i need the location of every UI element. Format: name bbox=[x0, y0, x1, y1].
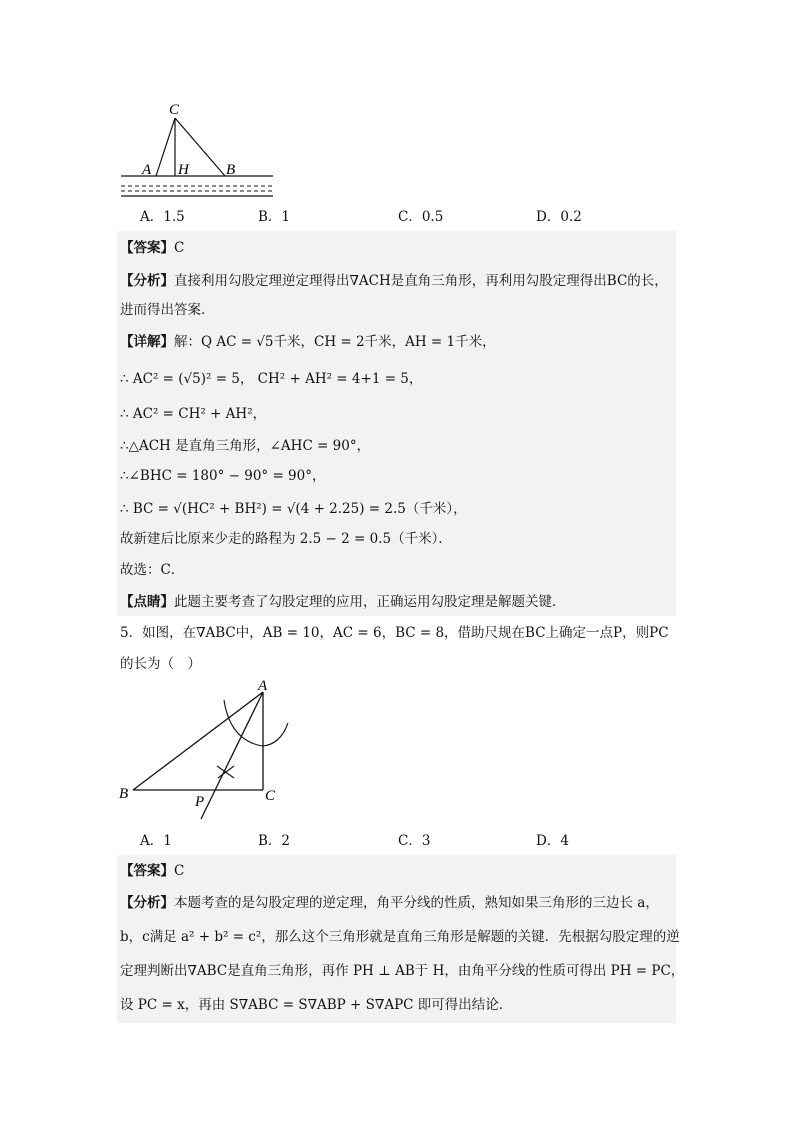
analysis-tag: 【分析】 bbox=[120, 895, 174, 911]
answer-tag: 【答案】 bbox=[120, 863, 174, 879]
q4-detail-line-7: 故新建后比原来少走的路程为 2.5 − 2 = 0.5（千米）． bbox=[120, 531, 452, 547]
q4-option-d[interactable]: D．0.2 bbox=[536, 209, 582, 225]
label-h: H bbox=[178, 162, 189, 178]
q4-detail-line-5: ∴∠BHC = 180° − 90° = 90°， bbox=[120, 468, 326, 484]
label-a: A bbox=[142, 162, 152, 178]
q4-option-a[interactable]: A．1.5 bbox=[140, 209, 185, 225]
q5-option-b[interactable]: B．2 bbox=[258, 833, 291, 849]
label-b: B bbox=[226, 162, 236, 178]
q4-analysis-line-2: 进而得出答案． bbox=[120, 302, 215, 318]
label-p: P bbox=[195, 794, 205, 810]
q5-stem-line-2: 的长为（ ） bbox=[120, 656, 201, 672]
detail-text: 解：Q AC = √5千米，CH = 2千米，AH = 1千米， bbox=[174, 334, 496, 350]
q5-option-c[interactable]: C．3 bbox=[398, 833, 431, 849]
q5-analysis-line-1 bbox=[120, 894, 659, 912]
figure-road-triangle bbox=[115, 98, 275, 200]
label-b: B bbox=[119, 786, 129, 802]
analysis-tag: 【分析】 bbox=[120, 273, 174, 289]
q4-comment-line bbox=[120, 593, 566, 611]
analysis-text: 本题考查的是勾股定理的逆定理，角平分线的性质，熟知如果三角形的三边长 a， bbox=[174, 895, 659, 911]
detail-tag: 【详解】 bbox=[120, 334, 174, 350]
q4-detail-line-8: 故选：C． bbox=[120, 562, 185, 578]
q4-detail-line-6: ∴ BC = √(HC² + BH²) = √(4 + 2.25) = 2.5（千米）， bbox=[120, 501, 467, 517]
q4-analysis-line-1 bbox=[120, 272, 668, 290]
q4-detail-line-1 bbox=[120, 333, 496, 351]
q4-option-b[interactable]: B．1 bbox=[258, 209, 291, 225]
segment-ca bbox=[156, 118, 175, 176]
q4-detail-line-2: ∴ AC² = (√5)² = 5， CH² + AH² = 4+1 = 5， bbox=[120, 371, 423, 387]
q5-stem-line-1: 5．如图，在∇ABC中，AB = 10，AC = 6，BC = 8，借助尺规在BC上确定一点P，则PC bbox=[120, 625, 669, 641]
q5-option-a[interactable]: A．1 bbox=[140, 833, 172, 849]
q5-answer-line bbox=[120, 862, 184, 880]
q4-detail-line-4: ∴△ACH 是直角三角形，∠AHC = 90°， bbox=[120, 438, 371, 454]
q5-analysis-line-4: 设 PC = x，再由 S∇ABC = S∇ABP + S∇APC 即可得出结论． bbox=[120, 997, 513, 1013]
comment-text: 此题主要考查了勾股定理的应用，正确运用勾股定理是解题关键． bbox=[174, 594, 566, 610]
q5-option-d[interactable]: D．4 bbox=[536, 833, 569, 849]
q5-analysis-line-3: 定理判断出∇ABC是直角三角形，再作 PH ⊥ AB于 H，由角平分线的性质可得出 PH = PC， bbox=[120, 963, 685, 979]
answer-tag: 【答案】 bbox=[120, 240, 174, 256]
angle-bisector bbox=[201, 692, 263, 819]
label-c: C bbox=[265, 788, 276, 804]
label-a: A bbox=[258, 678, 268, 694]
q4-detail-line-3: ∴ AC² = CH² + AH²， bbox=[120, 406, 267, 422]
answer-value: C bbox=[174, 240, 185, 256]
q5-analysis-line-2: b，c满足 a² + b² = c²，那么这个三角形就是直角三角形是解题的关键．先根据勾股定理的逆 bbox=[120, 929, 680, 945]
side-ab bbox=[133, 692, 263, 790]
q4-option-c[interactable]: C．0.5 bbox=[398, 209, 444, 225]
figure-triangle-abc bbox=[112, 678, 302, 828]
analysis-text: 直接利用勾股定理逆定理得出∇ACH是直角三角形，再利用勾股定理得出BC的长， bbox=[174, 273, 668, 289]
q4-answer-line bbox=[120, 239, 184, 257]
answer-value: C bbox=[174, 863, 185, 879]
label-c: C bbox=[169, 102, 180, 118]
comment-tag: 【点睛】 bbox=[120, 594, 174, 610]
